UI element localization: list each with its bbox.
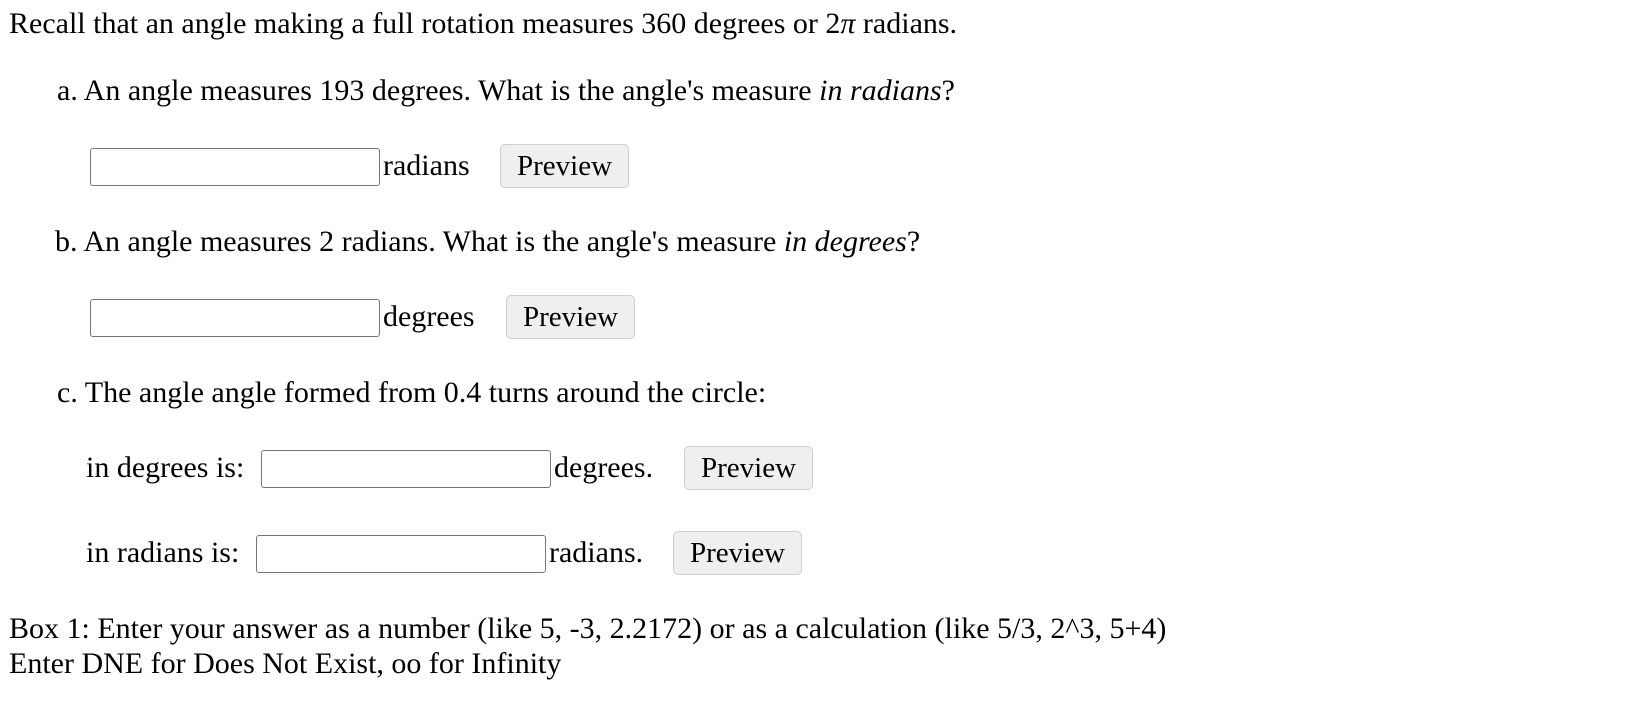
answer-c-radians-unit: radians. <box>549 536 644 569</box>
answer-c-degrees-unit: degrees. <box>554 451 654 484</box>
answer-c-degrees-input[interactable] <box>261 450 551 488</box>
preview-a-button[interactable]: Preview <box>500 144 629 188</box>
question-c <box>57 375 766 411</box>
question-a-emphasis: in radians <box>819 74 942 107</box>
answer-b-unit: degrees <box>383 300 475 333</box>
answer-b-input[interactable] <box>90 299 380 337</box>
question-b <box>55 224 920 260</box>
radians-label: in radians is: <box>86 536 240 569</box>
preview-c-radians-button[interactable]: Preview <box>673 531 802 575</box>
degrees-label: in degrees is: <box>86 451 245 484</box>
question-b-suffix: ? <box>906 225 921 258</box>
question-b-prefix: b. An angle measures 2 radians. What is the angle's measure <box>55 225 784 258</box>
answer-a-unit: radians <box>383 149 470 182</box>
pi-symbol: π <box>840 7 856 40</box>
preview-c-degrees-button[interactable]: Preview <box>684 446 813 490</box>
question-a-suffix: ? <box>941 74 955 107</box>
question-a <box>57 73 955 109</box>
intro-text-after-pi: radians. <box>855 7 958 40</box>
preview-b-button[interactable]: Preview <box>506 295 635 339</box>
hint-line-1: Box 1: Enter your answer as a number (like 5, -3, 2.2172) or as a calculation (like 5/3, 2^3, 5+4) <box>9 612 1167 645</box>
intro-text-before-pi: Recall that an angle making a full rotation measures 360 degrees or 2 <box>9 7 841 40</box>
hint-line-2: Enter DNE for Does Not Exist, oo for Infinity <box>9 647 562 680</box>
intro-text <box>9 6 957 42</box>
answer-c-radians-input[interactable] <box>256 535 546 573</box>
question-c-text: c. The angle angle formed from 0.4 turns around the circle: <box>57 376 767 409</box>
question-a-prefix: a. An angle measures 193 degrees. What is the angle's measure <box>57 74 820 107</box>
answer-a-input[interactable] <box>90 148 380 186</box>
question-b-emphasis: in degrees <box>783 225 907 258</box>
